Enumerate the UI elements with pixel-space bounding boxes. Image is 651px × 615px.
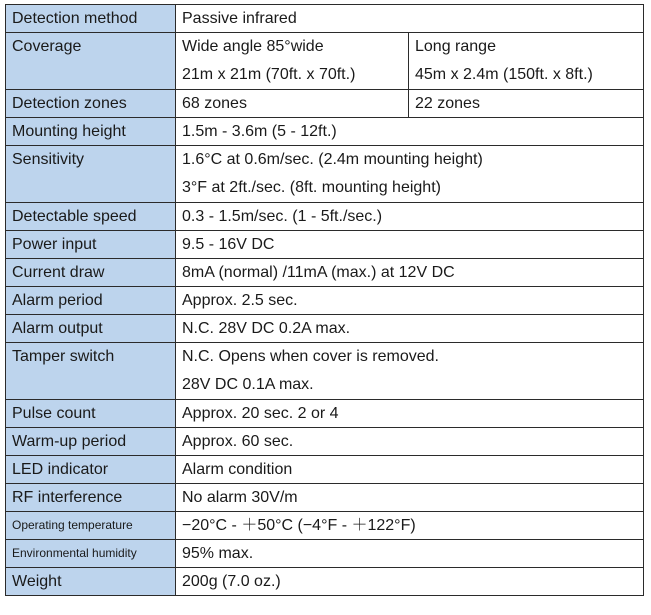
row-label-environmental-humidity: Environmental humidity [6,540,176,568]
coverage-wide-title: Wide angle 85°wide [182,38,324,55]
table-row [6,400,644,428]
table-row [6,90,644,118]
table-row [6,231,644,259]
table-row [6,512,644,540]
spec-table [5,4,644,596]
coverage-long-title: Long range [415,38,496,55]
row-label-warm-up-period: Warm-up period [6,428,176,456]
row-label-sensitivity: Sensitivity [6,146,176,203]
row-value-led-indicator: Alarm condition [176,456,644,484]
row-value-mounting-height: 1.5m - 3.6m (5 - 12ft.) [176,118,644,146]
row-value-operating-temperature: −20°C - ＋50°C (−4°F - ＋122°F) [176,512,644,540]
row-value-rf-interference: No alarm 30V/m [176,484,644,512]
table-row [6,568,644,596]
table-row [6,428,644,456]
row-value-zones-long: 22 zones [409,90,644,118]
row-value-power-input: 9.5 - 16V DC [176,231,644,259]
table-row [6,315,644,343]
row-label-detection-zones: Detection zones [6,90,176,118]
sensitivity-metric: 1.6°C at 0.6m/sec. (2.4m mounting height) [182,151,483,168]
row-value-warm-up-period: Approx. 60 sec. [176,428,644,456]
row-label-rf-interference: RF interference [6,484,176,512]
row-label-detectable-speed: Detectable speed [6,203,176,231]
row-value-pulse-count: Approx. 20 sec. 2 or 4 [176,400,644,428]
row-label-weight: Weight [6,568,176,596]
row-value-coverage-wide [176,33,409,90]
tamper-switch-line2: 28V DC 0.1A max. [182,376,314,393]
tamper-switch-line1: N.C. Opens when cover is removed. [182,348,439,365]
row-value-detection-method: Passive infrared [176,5,644,33]
table-row [6,33,644,90]
sensitivity-imperial: 3°F at 2ft./sec. (8ft. mounting height) [182,179,441,196]
table-row [6,287,644,315]
table-row [6,456,644,484]
row-label-power-input: Power input [6,231,176,259]
table-row [6,146,644,203]
row-value-weight: 200g (7.0 oz.) [176,568,644,596]
table-row [6,118,644,146]
row-label-alarm-period: Alarm period [6,287,176,315]
row-label-tamper-switch: Tamper switch [6,343,176,400]
row-label-coverage: Coverage [6,33,176,90]
coverage-wide-dimensions: 21m x 21m (70ft. x 70ft.) [182,66,356,83]
row-value-detectable-speed: 0.3 - 1.5m/sec. (1 - 5ft./sec.) [176,203,644,231]
row-label-pulse-count: Pulse count [6,400,176,428]
row-value-environmental-humidity: 95% max. [176,540,644,568]
row-value-current-draw: 8mA (normal) /11mA (max.) at 12V DC [176,259,644,287]
row-value-zones-wide: 68 zones [176,90,409,118]
table-row [6,343,644,400]
row-value-tamper-switch [176,343,644,400]
row-value-alarm-period: Approx. 2.5 sec. [176,287,644,315]
row-value-coverage-long [409,33,644,90]
row-value-alarm-output: N.C. 28V DC 0.2A max. [176,315,644,343]
table-row [6,259,644,287]
row-label-led-indicator: LED indicator [6,456,176,484]
coverage-long-dimensions: 45m x 2.4m (150ft. x 8ft.) [415,66,593,83]
row-value-sensitivity [176,146,644,203]
row-label-mounting-height: Mounting height [6,118,176,146]
row-label-current-draw: Current draw [6,259,176,287]
table-row [6,203,644,231]
table-row [6,5,644,33]
table-row [6,484,644,512]
row-label-detection-method: Detection method [6,5,176,33]
row-label-alarm-output: Alarm output [6,315,176,343]
table-row [6,540,644,568]
row-label-operating-temperature: Operating temperature [6,512,176,540]
